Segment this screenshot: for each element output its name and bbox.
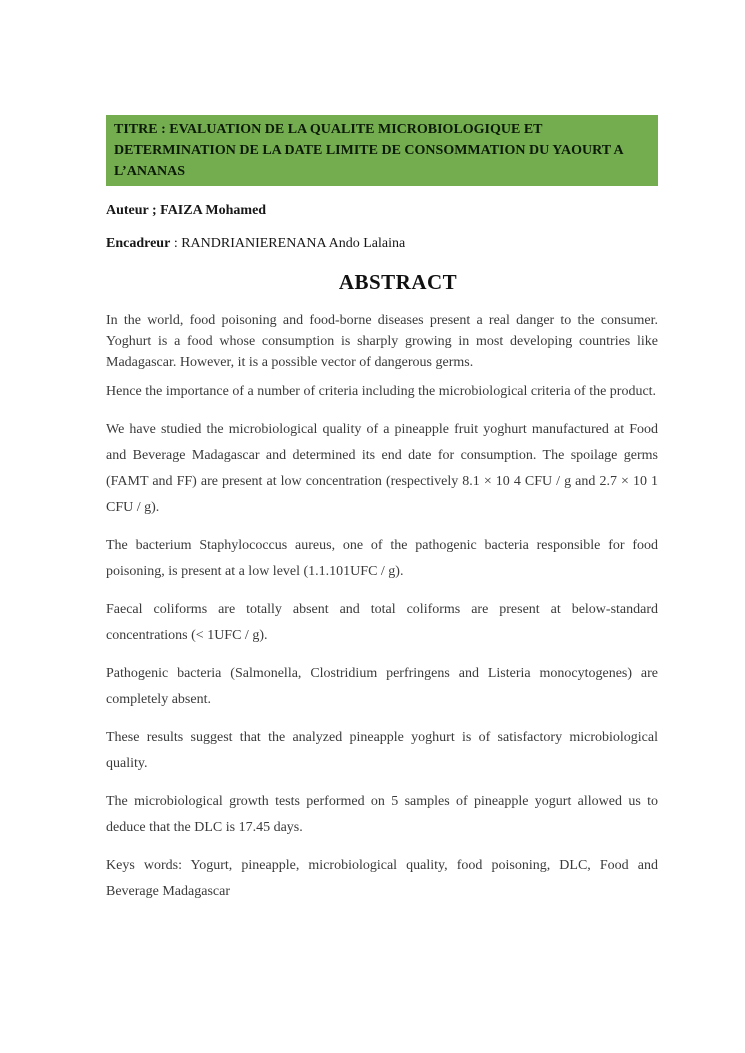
paragraph-results: These results suggest that the analyzed pineapple yoghurt is of satisfactory microbiological quality. [106,730,658,771]
paragraph-dlc: The microbiological growth tests performed on 5 samples of pineapple yogurt allowed us to deduce that the DLC is 17.45 days. [106,794,658,835]
paragraph-coliforms: Faecal coliforms are totally absent and total coliforms are present at below-standard concentrations (< 1UFC / g). [106,602,658,643]
supervisor-label: Encadreur [106,236,171,251]
abstract-heading: ABSTRACT [338,270,458,294]
author-line: Auteur ; FAIZA Mohamed [106,203,267,218]
supervisor-line [106,235,658,253]
paragraph-study: We have studied the microbiological quality of a pineapple fruit yoghurt manufactured at Food and Beverage Madagascar and determined its end date for consumption. The spoilage germs (FAMT and FF) are present at low concentration (respectively 8.1 × 10 4 CFU / g and 2.7 × 10 1 CFU / g). [106,422,658,515]
paragraph-intro: In the world, food poisoning and food-borne diseases present a real danger to the consumer. Yoghurt is a food whose consumption is sharply growing in most developing countries like Madagascar. However, it is a possible vector of dangerous germs. [106,313,658,370]
paragraph-criteria: Hence the importance of a number of criteria including the microbiological criteria of the product. [106,384,657,399]
supervisor-value: : RANDRIANIERENANA Ando Lalaina [170,236,406,251]
abstract-page-content [106,115,658,905]
title-banner: TITRE : EVALUATION DE LA QUALITE MICROBIOLOGIQUE ET DETERMINATION DE LA DATE LIMITE DE CONSOMMATION DU YAOURT A L’ANANAS [106,115,658,186]
paragraph-pathogens: Pathogenic bacteria (Salmonella, Clostridium perfringens and Listeria monocytogenes) are completely absent. [106,666,658,707]
keywords-line: Keys words: Yogurt, pineapple, microbiological quality, food poisoning, DLC, Food and Beverage Madagascar [106,858,658,899]
paragraph-staph: The bacterium Staphylococcus aureus, one of the pathogenic bacteria responsible for food poisoning, is present at a low level (1.1.101UFC / g). [106,538,658,579]
